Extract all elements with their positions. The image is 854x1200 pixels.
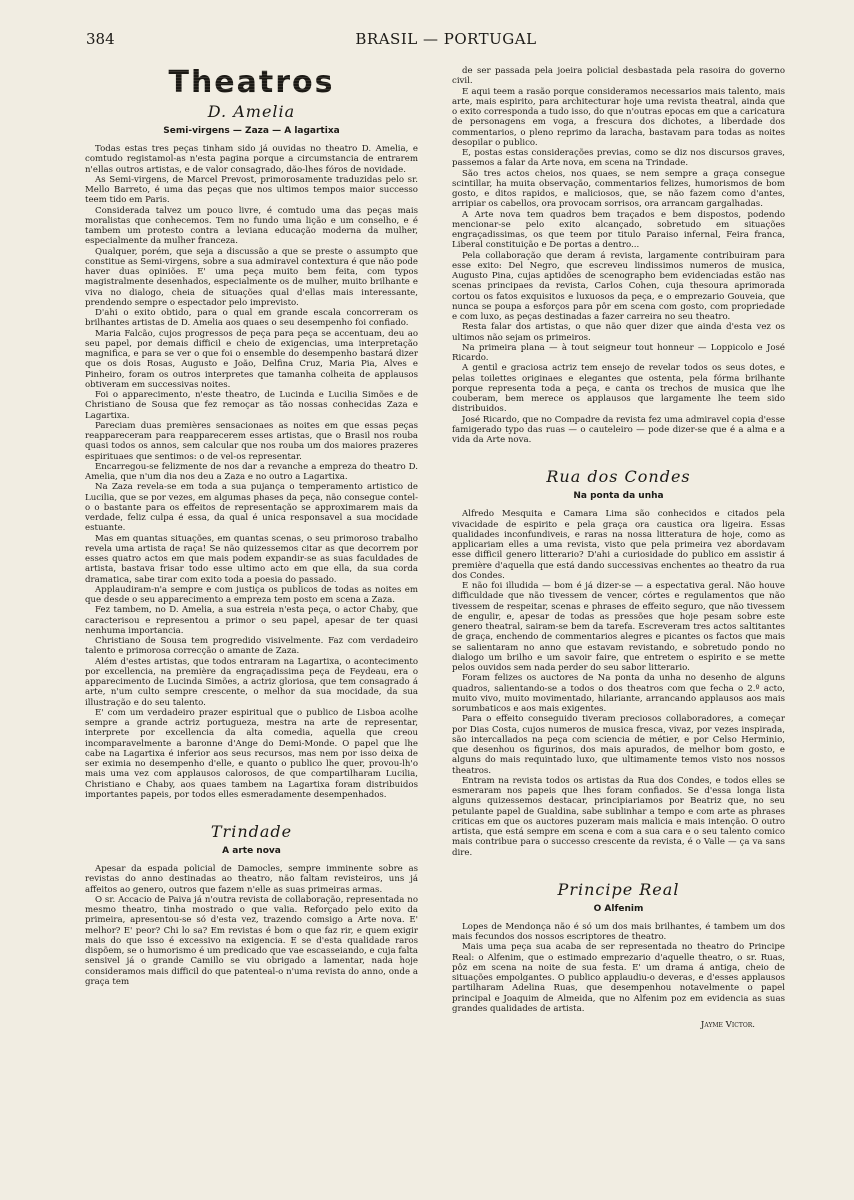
- paragraph: As Semi-virgens, de Marcel Prevost, primorosamente traduzidas pelo sr. Mello Barreto, é uma das peças que nos ultimos tempos maior successo teem tido em Paris.: [85, 174, 418, 206]
- paragraph: O sr. Accacio de Paiva já n'outra revista de collaboração, representada no mesmo theatro, tinha mostrado o que valia. Reforçado pelo exito da primeira, apresentou-se só d'esta vez, trazendo comsigo a Arte nova. E' melhor? E' peor? Chi lo sa? Em revistas é bom o que faz rir, e quem exigir mais do que isso é excessivo na exigencia. E se d'esta qualidade raros dispõem, se o humorismo é um predicado que vae escasseiando, e cuja falta sensivel já o grande Camillo se viu obrigado a lamentar, nada hoje consideramos mais difficil do que patenteal-o n'uma revista do anno, onde a graça tem: [85, 894, 418, 987]
- paragraph: Alfredo Mesquita e Camara Lima são conhecidos e citados pela vivacidade de espirito e pela graça ora caustica ora ligeira. Essas qualidades inconfundiveis, e raras na nossa litteratura de hoje, como as applicariam elles a uma revista, visto que pela primeira vez abordavam esse difficil genero litterario? D'ahi a curiosidade do publico em assistir á première d'aquella que está dando successivas enchentes ao theatro da rua dos Condes.: [452, 509, 785, 581]
- paragraph: São tres actos cheios, nos quaes, se nem sempre a graça consegue scintillar, ha muita observação, commentarios felizes, humorismos de bom gosto, e ditos rapidos, e maliciosos, que, se não fazem como d'antes, arripiar os cabellos, ora provocam sorrisos, ora arrancam gargalhadas.: [452, 168, 785, 210]
- paragraph: E aqui teem a rasão porque consideramos necessarios mais talento, mais arte, mais espirito, para architecturar hoje uma revista theatral, ainda que o exito corresponda a tudo isso, do que n'outras epocas em que a caricatura de personagens em voga, a frescura dos dichotes, a liberdade dos commentarios, o pleno reprimo da laracha, bastavam para todas as noites desopilar o publico.: [452, 86, 785, 148]
- paragraph: Fez tambem, no D. Amelia, a sua estreia n'esta peça, o actor Chaby, que caracterisou e representou a primor o seu papel, apesar de ter quasi nenhuma importancia.: [85, 605, 418, 636]
- paragraph: Na primeira plana — à tout seigneur tout honneur — Loppicolo e José Ricardo.: [452, 342, 785, 363]
- article-body: [452, 66, 785, 445]
- paragraph: Foi o apparecimento, n'este theatro, de Lucinda e Lucilia Simões e de Christiano de Sousa que fez remoçar as tão nossas conhecidas Zaza e Lagartixa.: [85, 390, 418, 421]
- page-header: [86, 30, 806, 50]
- paragraph: Para o effeito conseguido tiveram preciosos collaboradores, a começar por Dias Costa, cujos numeros de musica fresca, vivaz, por vezes inspirada, são intercallados na peça com sciencia de métier, e por Celso Herminio, que desenhou os figurinos, dos mais apurados, de melhor bom gosto, e alguns do mais requintado luxo, que ultimamente temos visto nos nossos theatros.: [452, 714, 785, 776]
- left-column: [85, 68, 418, 1178]
- paragraph: E' com um verdadeiro prazer espiritual que o publico de Lisboa acolhe sempre a grande actriz portugueza, mestra na arte de representar, interprete por excellencia da alta comedia, aquella que creou incomparavelmente a baronne d'Ange do Demi-Monde. O papel que lhe cabe na Lagartixa é inferior aos seus recursos, mas nem por isso deixa de ser eximia no desempenho d'elle, e quanto o publico lhe quer, provou-lh'o mais uma vez com applausos calorosos, de que compartilharam Lucilia, Christiano e Chaby, aos quaes tambem na Lagartixa foram distribuidos importantes papeis, por todos elles esmeradamente desempenhados.: [85, 707, 418, 800]
- paragraph: Na Zaza revela-se em toda a sua pujança o temperamento artistico de Lucilia, que se por vezes, em algumas phases da peça, não consegue contel-o o bastante para os effeitos de representação se approximarem mais da verdade, feliz culpa é essa, da qual é unica responsavel a sua mocidade estuante.: [85, 482, 418, 534]
- paragraph: E não foi illudida — bom é já dizer-se — a espectativa geral. Não houve difficuldade que não tivessem de vencer, córtes e regulamentos que não tivessem de respeitar, scenas e phrases de effeito seguro, que não tivessem de engulir, e, apesar de todas as pressões que hoje pesam sobre este genero theatral, sairam-se bem da tarefa. Escreveram tres actos saltitantes de graça, enchendo de commentarios alegres e picantes os factos que mais se salientaram no anno que estavam revistando, e sobretudo pondo no dialogo um brilho e um savoir faire, que entretem o espirito e se mette pelos ouvidos sem nada perder do seu sabor litterario.: [452, 581, 785, 673]
- paragraph: Christiano de Sousa tem progredido visivelmente. Faz com verdadeiro talento e primorosa correcção o amante de Zaza.: [85, 636, 418, 657]
- paragraph: Todas estas tres peças tinham sido já ouvidas no theatro D. Amelia, e comtudo registamol-as n'esta pagina porque a circumstancia de entrarem n'ellas outros artistas, e de valor consagrado, dão-lhes fóros de novidade.: [85, 144, 418, 175]
- paragraph: Pareciam duas premières sensacionaes as noites em que essas peças reappareceram para reapparecerem esses artistas, que o Brasil nos rouba quasi todos os annos, sem calcular que nos rouba um dos maiores prazeres espirituaes que sentimos: o de vel-os representar.: [85, 420, 418, 462]
- article-body: [452, 509, 785, 858]
- article-body: [85, 144, 418, 800]
- paragraph: Qualquer, porém, que seja a discussão a que se preste o assumpto que constitue as Semi-virgens, sobre a sua admiravel contextura é que não pode haver duas opiniões. E' uma peça muito bem feita, com typos magistralmente desenhados, especialmente os de mulher, muito brilhante e viva no dialogo, cheia de situações qual d'ellas mais interessante, prendendo sempre o espectador pelo imprevisto.: [85, 246, 418, 308]
- paragraph: Lopes de Mendonça não é só um dos mais brilhantes, é tambem um dos mais fecundos dos nossos escriptores de theatro.: [452, 921, 785, 942]
- paragraph: Além d'estes artistas, que todos entraram na Lagartixa, o acontecimento por excellencia, na première da engraçadissima peça de Feydeau, era o apparecimento de Lucinda Simões, a actriz gloriosa, que tem consagrado á arte, n'um culto sempre crescente, o melhor da sua mocidade, da sua illustração e do seu talento.: [85, 656, 418, 708]
- theatre-title: D. Amelia: [207, 102, 296, 121]
- paragraph: Entram na revista todos os artistas da Rua dos Condes, e todos elles se esmeraram nos papeis que lhes foram confiados. Se d'essa longa lista alguns quizessemos destacar, principiariamos por Beatriz que, no seu petulante papel de Gualdina, sabe sublinhar a tempo e com arte as phrases criticas em que os auctores puzeram mais malicia e mais intenção. O outro artista, que está sempre em scena e com a sua cara e o seu talento comico mais contribue para o successo crescente da revista, é o Valle — ça va sans dire.: [452, 775, 785, 858]
- paragraph: Apesar da espada policial de Damocles, sempre imminente sobre as revistas do anno destinadas ao theatro, não faltam revisteiros, uns já affeitos ao genero, outros que fazem n'elle as suas primeiras armas.: [85, 864, 418, 895]
- section-heading: [85, 68, 418, 98]
- theatre-title: Rua dos Condes: [546, 467, 691, 487]
- paragraph: Encarregou-se felizmente de nos dar a revanche a empreza do theatro D. Amelia, que n'um dia nos deu a Zaza e no outro a Lagartixa.: [85, 461, 418, 482]
- paragraph: Resta falar dos artistas, o que não quer dizer que ainda d'esta vez os ultimos não sejam os primeiros.: [452, 322, 785, 343]
- article-body: [452, 922, 785, 1014]
- article-subtitle: Na ponta da unha: [573, 491, 664, 502]
- paragraph: Pela collaboração que deram á revista, largamente contribuiram para esse exito: Del Negro, que escreveu lindissimos numeros de musica, Augusto Pina, cujas aptidões de scenographo bem evidenciadas estão nas scenas principaes da revista, Carlos Cohen, cuja thesoura aprimorada cortou os fatos exquisitos e luxuosos da peça, e o emprezario Gouveia, que nunca se poupa a esforços para pôr em scena com gosto, com propriedade e com luxo, as peças destinadas a fazer carreira no seu theatro.: [452, 250, 785, 322]
- paragraph: A gentil e graciosa actriz tem ensejo de revelar todos os seus dotes, e pelas toilettes originaes e elegantes que ostenta, pela fórma brilhante porque representa toda a peça, e canta os trechos de musica que lhe couberam, bem merece os applausos que largamente lhe teem sido distribuidos.: [452, 363, 785, 415]
- article-body: [85, 864, 418, 987]
- page-number: 384: [86, 30, 115, 48]
- paragraph: Foram felizes os auctores de Na ponta da unha no desenho de alguns quadros, salientando-se a todos o dos theatros com que fecha o 2.º acto, muito vivo, muito movimentado, hilariante, arrancando applausos aos mais sorumbaticos e aos mais exigentes.: [452, 673, 785, 714]
- paragraph: Mais uma peça sua acaba de ser representada no theatro do Principe Real: o Alfenim, que o estimado emprezario d'aquelle theatro, o sr. Ruas, pôz em scena na noite de sua festa. E' um drama á antiga, cheio de situações empolgantes. O publico applaudiu-o deveras, e d'esses applausos partilharam Adelina Ruas, que desempenhou notavelmente o papel principal e Joaquim de Almeida, que no Alfenim poz em evidencia as suas grandes qualidades de artista.: [452, 942, 785, 1014]
- article-subtitle: O Alfenim: [593, 903, 644, 914]
- paragraph: de ser passada pela joeira policial desbastada pela rasoira do governo civil.: [452, 66, 785, 87]
- paragraph: José Ricardo, que no Compadre da revista fez uma admiravel copia d'esse famigerado typo das ruas — o cauteleiro — pode dizer-se que é a alma e a vida da Arte nova.: [452, 414, 785, 445]
- paragraph: E, postas estas considerações previas, como se diz nos discursos graves, passemos a falar da Arte nova, em scena na Trindade.: [452, 148, 785, 169]
- article-subtitle: Semi-virgens — Zaza — A lagartixa: [163, 126, 340, 136]
- paragraph: Maria Falcão, cujos progressos de peça para peça se accentuam, deu ao seu papel, por demais difficil e cheio de exigencias, uma interpretação magnifica, e para se ver o que foi o ensemble do desempenho bastará dizer que os dois Rosas, Augusto e João, Delfina Cruz, Maria Pia, Alves e Pinheiro, foram os outros interpretes que tamanha colheita de applausos obtiveram em successivas noites.: [85, 328, 418, 390]
- paragraph: D'ahi o exito obtido, para o qual em grande escala concorreram os brilhantes artistas de D. Amelia aos quaes o seu desempenho foi confiado.: [85, 308, 418, 329]
- section-heading-text: Theatros: [162, 68, 340, 98]
- article-subtitle: A arte nova: [222, 846, 281, 856]
- running-title: BRASIL — PORTUGAL: [355, 30, 537, 48]
- theatre-title: Trindade: [210, 822, 293, 841]
- paragraph: Applaudiram-n'a sempre e com justiça os publicos de todas as noites em que desde o seu apparecimento a empreza tem posto em scena a Zaza.: [85, 584, 418, 605]
- paragraph: A Arte nova tem quadros bem traçados e bem dispostos, podendo mencionar-se pelo exito alcançado, sobretudo em situações engraçadissimas, os que teem por titulo Paraiso infernal, Feira franca, Liberal constituição e De portas a dentro...: [452, 209, 785, 251]
- paragraph: Considerada talvez um pouco livre, é comtudo uma das peças mais moralistas que conhecemos. Tem no fundo uma lição e um conselho, e é tambem um protesto contra a leviana educação moderna da mulher, especialmente da mulher franceza.: [85, 205, 418, 247]
- theatre-title: Principe Real: [557, 879, 680, 899]
- author-signature: Jayme Victor.: [700, 1020, 755, 1030]
- right-column: [452, 66, 785, 1176]
- paragraph: Mas em quantas situações, em quantas scenas, o seu primoroso trabalho revela uma artista de raça! Se não quizessemos citar as que decorrem por esses quatro actos em que mais podem expandir-se as suas faculdades de artista, bastava frisar todo esse ultimo acto em que ella, da sua corda dramatica, sabe tirar com exito toda a poesia do passado.: [85, 533, 418, 585]
